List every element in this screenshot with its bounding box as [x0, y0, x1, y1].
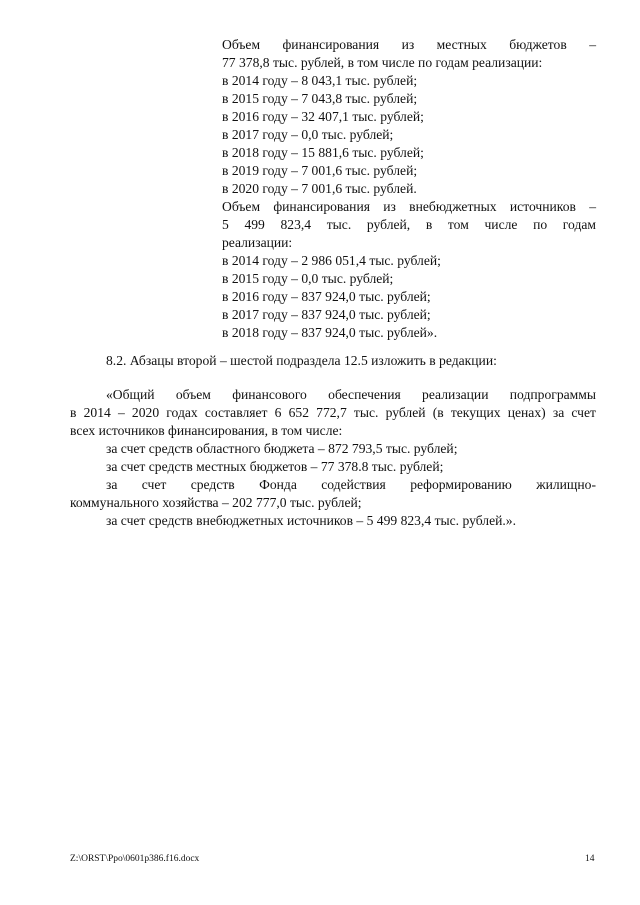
footer-file-path: Z:\ORST\Ppo\0601p386.f16.docx [70, 854, 200, 864]
body-paragraph-line3: всех источников финансирования, в том числе: [70, 423, 343, 438]
offbudget-year-2016: в 2016 году – 837 924,0 тыс. рублей; [222, 289, 431, 304]
local-year-2020: в 2020 году – 7 001,6 тыс. рублей. [222, 181, 417, 196]
local-year-2018: в 2018 году – 15 881,6 тыс. рублей; [222, 145, 424, 160]
page-number: 14 [585, 854, 595, 864]
offbudget-line: за счет средств внебюджетных источников – 5 499 823,4 тыс. рублей.». [106, 513, 516, 528]
offbudget-funding-line1: Объем финансирования из внебюджетных источников – [222, 199, 596, 214]
offbudget-year-2018: в 2018 году – 837 924,0 тыс. рублей». [222, 325, 438, 340]
fund-line1: за счет средств Фонда содействия реформированию жилищно- [106, 477, 596, 492]
local-year-2019: в 2019 году – 7 001,6 тыс. рублей; [222, 163, 418, 178]
local-year-2016: в 2016 году – 32 407,1 тыс. рублей; [222, 109, 424, 124]
body-paragraph-line1: «Общий объем финансового обеспечения реализации подпрограммы [106, 387, 596, 402]
fund-line2: коммунального хозяйства – 202 777,0 тыс. рублей; [70, 495, 362, 510]
local-year-2014: в 2014 году – 8 043,1 тыс. рублей; [222, 73, 418, 88]
offbudget-year-2017: в 2017 году – 837 924,0 тыс. рублей; [222, 307, 431, 322]
section-heading: 8.2. Абзацы второй – шестой подраздела 12.5 изложить в редакции: [106, 353, 497, 368]
local-funding-line1: Объем финансирования из местных бюджетов – [222, 37, 596, 52]
offbudget-year-2014: в 2014 году – 2 986 051,4 тыс. рублей; [222, 253, 441, 268]
offbudget-funding-line3: реализации: [222, 235, 293, 250]
regional-budget-line: за счет средств областного бюджета – 872 793,5 тыс. рублей; [106, 441, 458, 456]
offbudget-year-2015: в 2015 году – 0,0 тыс. рублей; [222, 271, 394, 286]
body-paragraph-line2: в 2014 – 2020 годах составляет 6 652 772,7 тыс. рублей (в текущих ценах) за счет [70, 405, 596, 420]
local-year-2015: в 2015 году – 7 043,8 тыс. рублей; [222, 91, 418, 106]
local-year-2017: в 2017 году – 0,0 тыс. рублей; [222, 127, 394, 142]
offbudget-funding-line2: 5 499 823,4 тыс. рублей, в том числе по годам [222, 217, 596, 232]
local-funding-line2: 77 378,8 тыс. рублей, в том числе по годам реализации: [222, 55, 543, 70]
local-budget-line: за счет средств местных бюджетов – 77 378.8 тыс. рублей; [106, 459, 444, 474]
